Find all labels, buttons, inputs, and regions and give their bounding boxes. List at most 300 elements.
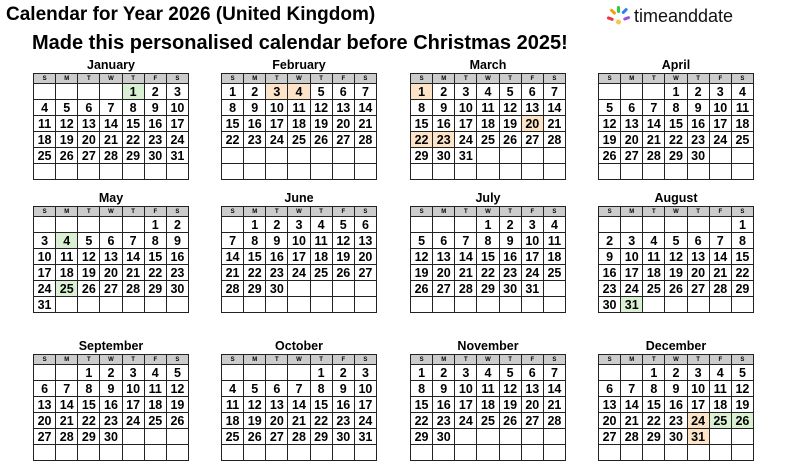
day-cell[interactable]: 27 bbox=[34, 429, 56, 445]
day-cell[interactable]: 15 bbox=[731, 249, 753, 265]
day-cell[interactable]: 23 bbox=[144, 132, 166, 148]
day-cell[interactable]: 18 bbox=[144, 397, 166, 413]
day-cell[interactable]: 28 bbox=[455, 281, 477, 297]
day-cell[interactable]: 9 bbox=[433, 100, 455, 116]
day-cell[interactable]: 5 bbox=[599, 100, 621, 116]
day-cell[interactable]: 3 bbox=[709, 84, 731, 100]
day-cell[interactable]: 19 bbox=[499, 397, 521, 413]
day-cell[interactable]: 9 bbox=[499, 233, 521, 249]
day-cell[interactable]: 3 bbox=[166, 84, 188, 100]
day-cell[interactable]: 22 bbox=[78, 413, 100, 429]
day-cell[interactable]: 18 bbox=[34, 132, 56, 148]
day-cell[interactable]: 19 bbox=[332, 249, 354, 265]
day-cell[interactable]: 9 bbox=[433, 381, 455, 397]
day-cell[interactable]: 21 bbox=[288, 413, 310, 429]
day-cell[interactable]: 24 bbox=[455, 132, 477, 148]
day-cell[interactable]: 5 bbox=[78, 233, 100, 249]
day-cell[interactable]: 1 bbox=[244, 217, 266, 233]
day-cell[interactable]: 16 bbox=[499, 249, 521, 265]
day-cell[interactable]: 25 bbox=[288, 132, 310, 148]
day-cell[interactable]: 13 bbox=[332, 100, 354, 116]
day-cell[interactable]: 23 bbox=[433, 413, 455, 429]
day-cell[interactable]: 3 bbox=[122, 365, 144, 381]
day-cell[interactable]: 8 bbox=[731, 233, 753, 249]
day-cell[interactable]: 3 bbox=[621, 233, 643, 249]
day-cell[interactable]: 8 bbox=[411, 100, 433, 116]
day-cell[interactable]: 17 bbox=[621, 265, 643, 281]
day-cell[interactable]: 2 bbox=[687, 84, 709, 100]
day-cell[interactable]: 30 bbox=[100, 429, 122, 445]
day-cell[interactable]: 14 bbox=[122, 249, 144, 265]
day-cell[interactable]: 11 bbox=[222, 397, 244, 413]
day-cell[interactable]: 16 bbox=[244, 116, 266, 132]
day-cell[interactable]: 21 bbox=[643, 132, 665, 148]
day-cell[interactable]: 15 bbox=[477, 249, 499, 265]
day-cell[interactable]: 14 bbox=[643, 116, 665, 132]
day-cell[interactable]: 15 bbox=[643, 397, 665, 413]
day-cell[interactable]: 10 bbox=[455, 381, 477, 397]
day-cell[interactable]: 17 bbox=[34, 265, 56, 281]
day-cell[interactable]: 12 bbox=[599, 116, 621, 132]
day-cell[interactable]: 2 bbox=[433, 365, 455, 381]
day-cell[interactable]: 19 bbox=[665, 265, 687, 281]
day-cell[interactable]: 2 bbox=[166, 217, 188, 233]
day-cell[interactable]: 4 bbox=[288, 84, 310, 100]
day-cell[interactable]: 6 bbox=[354, 217, 376, 233]
day-cell[interactable]: 19 bbox=[731, 397, 753, 413]
day-cell[interactable]: 25 bbox=[731, 132, 753, 148]
day-cell[interactable]: 12 bbox=[310, 100, 332, 116]
day-cell[interactable]: 1 bbox=[665, 84, 687, 100]
day-cell[interactable]: 12 bbox=[499, 100, 521, 116]
day-cell[interactable]: 16 bbox=[166, 249, 188, 265]
day-cell[interactable]: 9 bbox=[332, 381, 354, 397]
day-cell[interactable]: 30 bbox=[599, 297, 621, 313]
day-cell[interactable]: 20 bbox=[354, 249, 376, 265]
day-cell[interactable]: 8 bbox=[244, 233, 266, 249]
day-cell[interactable]: 18 bbox=[56, 265, 78, 281]
day-cell[interactable]: 29 bbox=[665, 148, 687, 164]
day-cell[interactable]: 12 bbox=[78, 249, 100, 265]
day-cell[interactable]: 21 bbox=[56, 413, 78, 429]
day-cell[interactable]: 30 bbox=[687, 148, 709, 164]
day-cell[interactable]: 17 bbox=[354, 397, 376, 413]
day-cell[interactable]: 18 bbox=[709, 397, 731, 413]
day-cell[interactable]: 14 bbox=[543, 381, 565, 397]
day-cell[interactable]: 11 bbox=[543, 233, 565, 249]
day-cell[interactable]: 15 bbox=[665, 116, 687, 132]
day-cell[interactable]: 9 bbox=[599, 249, 621, 265]
day-cell[interactable]: 15 bbox=[144, 249, 166, 265]
day-cell[interactable]: 13 bbox=[78, 116, 100, 132]
day-cell[interactable]: 21 bbox=[122, 265, 144, 281]
day-cell[interactable]: 13 bbox=[34, 397, 56, 413]
day-cell[interactable]: 24 bbox=[354, 413, 376, 429]
day-cell[interactable]: 3 bbox=[354, 365, 376, 381]
day-cell[interactable]: 28 bbox=[288, 429, 310, 445]
day-cell[interactable]: 2 bbox=[665, 365, 687, 381]
day-cell[interactable]: 11 bbox=[144, 381, 166, 397]
day-cell[interactable]: 19 bbox=[56, 132, 78, 148]
day-cell[interactable]: 8 bbox=[78, 381, 100, 397]
day-cell[interactable]: 26 bbox=[665, 281, 687, 297]
day-cell[interactable]: 31 bbox=[34, 297, 56, 313]
day-cell[interactable]: 30 bbox=[433, 429, 455, 445]
day-cell[interactable]: 2 bbox=[100, 365, 122, 381]
day-cell[interactable]: 14 bbox=[222, 249, 244, 265]
day-cell[interactable]: 29 bbox=[122, 148, 144, 164]
day-cell[interactable]: 18 bbox=[310, 249, 332, 265]
day-cell[interactable]: 28 bbox=[122, 281, 144, 297]
day-cell[interactable]: 18 bbox=[477, 397, 499, 413]
day-cell[interactable]: 11 bbox=[709, 381, 731, 397]
day-cell[interactable]: 2 bbox=[433, 84, 455, 100]
day-cell[interactable]: 24 bbox=[288, 265, 310, 281]
day-cell[interactable]: 14 bbox=[455, 249, 477, 265]
day-cell[interactable]: 7 bbox=[709, 233, 731, 249]
day-cell[interactable]: 6 bbox=[332, 84, 354, 100]
day-cell[interactable]: 4 bbox=[731, 84, 753, 100]
day-cell[interactable]: 3 bbox=[687, 365, 709, 381]
day-cell[interactable]: 3 bbox=[34, 233, 56, 249]
day-cell[interactable]: 27 bbox=[78, 148, 100, 164]
day-cell[interactable]: 24 bbox=[266, 132, 288, 148]
day-cell[interactable]: 31 bbox=[621, 297, 643, 313]
day-cell[interactable]: 2 bbox=[266, 217, 288, 233]
day-cell[interactable]: 14 bbox=[56, 397, 78, 413]
day-cell[interactable]: 25 bbox=[477, 413, 499, 429]
day-cell[interactable]: 17 bbox=[521, 249, 543, 265]
day-cell[interactable]: 22 bbox=[122, 132, 144, 148]
day-cell[interactable]: 5 bbox=[244, 381, 266, 397]
day-cell[interactable]: 16 bbox=[144, 116, 166, 132]
day-cell[interactable]: 29 bbox=[244, 281, 266, 297]
day-cell[interactable]: 29 bbox=[78, 429, 100, 445]
day-cell[interactable]: 4 bbox=[477, 84, 499, 100]
day-cell[interactable]: 3 bbox=[455, 365, 477, 381]
day-cell[interactable]: 27 bbox=[433, 281, 455, 297]
day-cell[interactable]: 9 bbox=[100, 381, 122, 397]
day-cell[interactable]: 11 bbox=[731, 100, 753, 116]
day-cell[interactable]: 7 bbox=[543, 84, 565, 100]
day-cell[interactable]: 15 bbox=[78, 397, 100, 413]
day-cell[interactable]: 14 bbox=[288, 397, 310, 413]
day-cell[interactable]: 6 bbox=[78, 100, 100, 116]
day-cell[interactable]: 23 bbox=[244, 132, 266, 148]
day-cell[interactable]: 3 bbox=[455, 84, 477, 100]
day-cell[interactable]: 6 bbox=[521, 365, 543, 381]
day-cell[interactable]: 15 bbox=[222, 116, 244, 132]
day-cell[interactable]: 10 bbox=[166, 100, 188, 116]
day-cell[interactable]: 21 bbox=[543, 116, 565, 132]
day-cell[interactable]: 1 bbox=[222, 84, 244, 100]
day-cell[interactable]: 2 bbox=[599, 233, 621, 249]
day-cell[interactable]: 9 bbox=[166, 233, 188, 249]
day-cell[interactable]: 16 bbox=[266, 249, 288, 265]
day-cell[interactable]: 31 bbox=[687, 429, 709, 445]
day-cell[interactable]: 12 bbox=[411, 249, 433, 265]
day-cell[interactable]: 2 bbox=[144, 84, 166, 100]
day-cell[interactable]: 9 bbox=[244, 100, 266, 116]
day-cell[interactable]: 24 bbox=[122, 413, 144, 429]
day-cell[interactable]: 25 bbox=[310, 265, 332, 281]
day-cell[interactable]: 2 bbox=[244, 84, 266, 100]
day-cell[interactable]: 1 bbox=[477, 217, 499, 233]
day-cell[interactable]: 10 bbox=[687, 381, 709, 397]
day-cell[interactable]: 4 bbox=[643, 233, 665, 249]
day-cell[interactable]: 24 bbox=[687, 413, 709, 429]
day-cell[interactable]: 7 bbox=[56, 381, 78, 397]
day-cell[interactable]: 24 bbox=[709, 132, 731, 148]
day-cell[interactable]: 17 bbox=[288, 249, 310, 265]
day-cell[interactable]: 16 bbox=[687, 116, 709, 132]
day-cell[interactable]: 16 bbox=[433, 397, 455, 413]
day-cell[interactable]: 13 bbox=[266, 397, 288, 413]
day-cell[interactable]: 25 bbox=[709, 413, 731, 429]
day-cell[interactable]: 3 bbox=[266, 84, 288, 100]
day-cell[interactable]: 17 bbox=[455, 397, 477, 413]
day-cell[interactable]: 13 bbox=[100, 249, 122, 265]
day-cell[interactable]: 27 bbox=[599, 429, 621, 445]
day-cell[interactable]: 31 bbox=[354, 429, 376, 445]
day-cell[interactable]: 15 bbox=[310, 397, 332, 413]
day-cell[interactable]: 1 bbox=[731, 217, 753, 233]
day-cell[interactable]: 12 bbox=[244, 397, 266, 413]
day-cell[interactable]: 16 bbox=[665, 397, 687, 413]
day-cell[interactable]: 17 bbox=[166, 116, 188, 132]
day-cell[interactable]: 7 bbox=[643, 100, 665, 116]
day-cell[interactable]: 7 bbox=[621, 381, 643, 397]
day-cell[interactable]: 10 bbox=[34, 249, 56, 265]
day-cell[interactable]: 30 bbox=[499, 281, 521, 297]
day-cell[interactable]: 30 bbox=[433, 148, 455, 164]
day-cell[interactable]: 20 bbox=[621, 132, 643, 148]
day-cell[interactable]: 14 bbox=[100, 116, 122, 132]
day-cell[interactable]: 8 bbox=[665, 100, 687, 116]
day-cell[interactable]: 13 bbox=[354, 233, 376, 249]
day-cell[interactable]: 19 bbox=[166, 397, 188, 413]
day-cell[interactable]: 24 bbox=[455, 413, 477, 429]
day-cell[interactable]: 9 bbox=[144, 100, 166, 116]
day-cell[interactable]: 6 bbox=[521, 84, 543, 100]
day-cell[interactable]: 13 bbox=[433, 249, 455, 265]
day-cell[interactable]: 27 bbox=[354, 265, 376, 281]
day-cell[interactable]: 14 bbox=[621, 397, 643, 413]
day-cell[interactable]: 19 bbox=[499, 116, 521, 132]
day-cell[interactable]: 8 bbox=[144, 233, 166, 249]
day-cell[interactable]: 25 bbox=[56, 281, 78, 297]
day-cell[interactable]: 17 bbox=[709, 116, 731, 132]
day-cell[interactable]: 13 bbox=[599, 397, 621, 413]
day-cell[interactable]: 8 bbox=[477, 233, 499, 249]
day-cell[interactable]: 8 bbox=[222, 100, 244, 116]
day-cell[interactable]: 6 bbox=[687, 233, 709, 249]
day-cell[interactable]: 24 bbox=[521, 265, 543, 281]
day-cell[interactable]: 22 bbox=[222, 132, 244, 148]
day-cell[interactable]: 1 bbox=[122, 84, 144, 100]
day-cell[interactable]: 26 bbox=[78, 281, 100, 297]
day-cell[interactable]: 20 bbox=[266, 413, 288, 429]
day-cell[interactable]: 12 bbox=[56, 116, 78, 132]
day-cell[interactable]: 28 bbox=[543, 132, 565, 148]
day-cell[interactable]: 26 bbox=[599, 148, 621, 164]
day-cell[interactable]: 10 bbox=[122, 381, 144, 397]
day-cell[interactable]: 12 bbox=[499, 381, 521, 397]
day-cell[interactable]: 7 bbox=[122, 233, 144, 249]
day-cell[interactable]: 18 bbox=[477, 116, 499, 132]
day-cell[interactable]: 27 bbox=[687, 281, 709, 297]
day-cell[interactable]: 2 bbox=[499, 217, 521, 233]
day-cell[interactable]: 20 bbox=[433, 265, 455, 281]
day-cell[interactable]: 4 bbox=[34, 100, 56, 116]
day-cell[interactable]: 11 bbox=[477, 381, 499, 397]
day-cell[interactable]: 28 bbox=[643, 148, 665, 164]
day-cell[interactable]: 22 bbox=[731, 265, 753, 281]
day-cell[interactable]: 7 bbox=[543, 365, 565, 381]
day-cell[interactable]: 9 bbox=[665, 381, 687, 397]
day-cell[interactable]: 20 bbox=[100, 265, 122, 281]
day-cell[interactable]: 1 bbox=[643, 365, 665, 381]
day-cell[interactable]: 21 bbox=[709, 265, 731, 281]
day-cell[interactable]: 10 bbox=[455, 100, 477, 116]
day-cell[interactable]: 11 bbox=[288, 100, 310, 116]
day-cell[interactable]: 4 bbox=[709, 365, 731, 381]
day-cell[interactable]: 23 bbox=[166, 265, 188, 281]
day-cell[interactable]: 18 bbox=[643, 265, 665, 281]
day-cell[interactable]: 6 bbox=[433, 233, 455, 249]
day-cell[interactable]: 13 bbox=[521, 381, 543, 397]
day-cell[interactable]: 23 bbox=[599, 281, 621, 297]
day-cell[interactable]: 8 bbox=[643, 381, 665, 397]
day-cell[interactable]: 7 bbox=[455, 233, 477, 249]
day-cell[interactable]: 25 bbox=[543, 265, 565, 281]
day-cell[interactable]: 16 bbox=[599, 265, 621, 281]
day-cell[interactable]: 17 bbox=[455, 116, 477, 132]
day-cell[interactable]: 23 bbox=[499, 265, 521, 281]
day-cell[interactable]: 20 bbox=[34, 413, 56, 429]
day-cell[interactable]: 23 bbox=[332, 413, 354, 429]
day-cell[interactable]: 5 bbox=[499, 365, 521, 381]
day-cell[interactable]: 7 bbox=[222, 233, 244, 249]
day-cell[interactable]: 30 bbox=[144, 148, 166, 164]
day-cell[interactable]: 5 bbox=[332, 217, 354, 233]
day-cell[interactable]: 22 bbox=[310, 413, 332, 429]
day-cell[interactable]: 26 bbox=[244, 429, 266, 445]
day-cell[interactable]: 8 bbox=[411, 381, 433, 397]
day-cell[interactable]: 16 bbox=[332, 397, 354, 413]
day-cell[interactable]: 21 bbox=[354, 116, 376, 132]
day-cell[interactable]: 28 bbox=[543, 413, 565, 429]
day-cell[interactable]: 17 bbox=[122, 397, 144, 413]
day-cell[interactable]: 28 bbox=[100, 148, 122, 164]
day-cell[interactable]: 10 bbox=[354, 381, 376, 397]
day-cell[interactable]: 28 bbox=[621, 429, 643, 445]
day-cell[interactable]: 16 bbox=[433, 116, 455, 132]
day-cell[interactable]: 9 bbox=[266, 233, 288, 249]
day-cell[interactable]: 27 bbox=[621, 148, 643, 164]
day-cell[interactable]: 28 bbox=[222, 281, 244, 297]
day-cell[interactable]: 27 bbox=[521, 413, 543, 429]
day-cell[interactable]: 9 bbox=[687, 100, 709, 116]
day-cell[interactable]: 27 bbox=[100, 281, 122, 297]
day-cell[interactable]: 12 bbox=[665, 249, 687, 265]
day-cell[interactable]: 23 bbox=[100, 413, 122, 429]
day-cell[interactable]: 31 bbox=[455, 148, 477, 164]
day-cell[interactable]: 15 bbox=[411, 116, 433, 132]
day-cell[interactable]: 6 bbox=[266, 381, 288, 397]
day-cell[interactable]: 12 bbox=[731, 381, 753, 397]
day-cell[interactable]: 8 bbox=[310, 381, 332, 397]
day-cell[interactable]: 3 bbox=[288, 217, 310, 233]
day-cell[interactable]: 11 bbox=[34, 116, 56, 132]
day-cell[interactable]: 22 bbox=[144, 265, 166, 281]
day-cell[interactable]: 20 bbox=[521, 116, 543, 132]
day-cell[interactable]: 22 bbox=[665, 132, 687, 148]
day-cell[interactable]: 1 bbox=[411, 84, 433, 100]
day-cell[interactable]: 17 bbox=[266, 116, 288, 132]
day-cell[interactable]: 26 bbox=[499, 132, 521, 148]
day-cell[interactable]: 22 bbox=[244, 265, 266, 281]
day-cell[interactable]: 29 bbox=[310, 429, 332, 445]
day-cell[interactable]: 13 bbox=[687, 249, 709, 265]
day-cell[interactable]: 5 bbox=[499, 84, 521, 100]
day-cell[interactable]: 23 bbox=[665, 413, 687, 429]
day-cell[interactable]: 18 bbox=[288, 116, 310, 132]
day-cell[interactable]: 1 bbox=[310, 365, 332, 381]
day-cell[interactable]: 23 bbox=[266, 265, 288, 281]
day-cell[interactable]: 30 bbox=[266, 281, 288, 297]
day-cell[interactable]: 4 bbox=[56, 233, 78, 249]
day-cell[interactable]: 22 bbox=[643, 413, 665, 429]
day-cell[interactable]: 28 bbox=[709, 281, 731, 297]
day-cell[interactable]: 20 bbox=[687, 265, 709, 281]
day-cell[interactable]: 11 bbox=[643, 249, 665, 265]
day-cell[interactable]: 27 bbox=[521, 132, 543, 148]
day-cell[interactable]: 29 bbox=[477, 281, 499, 297]
day-cell[interactable]: 30 bbox=[665, 429, 687, 445]
day-cell[interactable]: 15 bbox=[244, 249, 266, 265]
day-cell[interactable]: 21 bbox=[543, 397, 565, 413]
day-cell[interactable]: 14 bbox=[354, 100, 376, 116]
day-cell[interactable]: 27 bbox=[266, 429, 288, 445]
day-cell[interactable]: 25 bbox=[643, 281, 665, 297]
day-cell[interactable]: 24 bbox=[34, 281, 56, 297]
day-cell[interactable]: 26 bbox=[411, 281, 433, 297]
day-cell[interactable]: 22 bbox=[411, 413, 433, 429]
day-cell[interactable]: 10 bbox=[266, 100, 288, 116]
day-cell[interactable]: 23 bbox=[687, 132, 709, 148]
day-cell[interactable]: 20 bbox=[78, 132, 100, 148]
day-cell[interactable]: 4 bbox=[310, 217, 332, 233]
day-cell[interactable]: 14 bbox=[709, 249, 731, 265]
day-cell[interactable]: 26 bbox=[731, 413, 753, 429]
day-cell[interactable]: 4 bbox=[144, 365, 166, 381]
day-cell[interactable]: 25 bbox=[222, 429, 244, 445]
day-cell[interactable]: 5 bbox=[56, 100, 78, 116]
day-cell[interactable]: 28 bbox=[354, 132, 376, 148]
day-cell[interactable]: 12 bbox=[332, 233, 354, 249]
day-cell[interactable]: 5 bbox=[731, 365, 753, 381]
day-cell[interactable]: 7 bbox=[288, 381, 310, 397]
day-cell[interactable]: 4 bbox=[543, 217, 565, 233]
day-cell[interactable]: 1 bbox=[78, 365, 100, 381]
day-cell[interactable]: 26 bbox=[166, 413, 188, 429]
day-cell[interactable]: 6 bbox=[599, 381, 621, 397]
day-cell[interactable]: 20 bbox=[599, 413, 621, 429]
day-cell[interactable]: 23 bbox=[433, 132, 455, 148]
day-cell[interactable]: 10 bbox=[521, 233, 543, 249]
day-cell[interactable]: 2 bbox=[332, 365, 354, 381]
